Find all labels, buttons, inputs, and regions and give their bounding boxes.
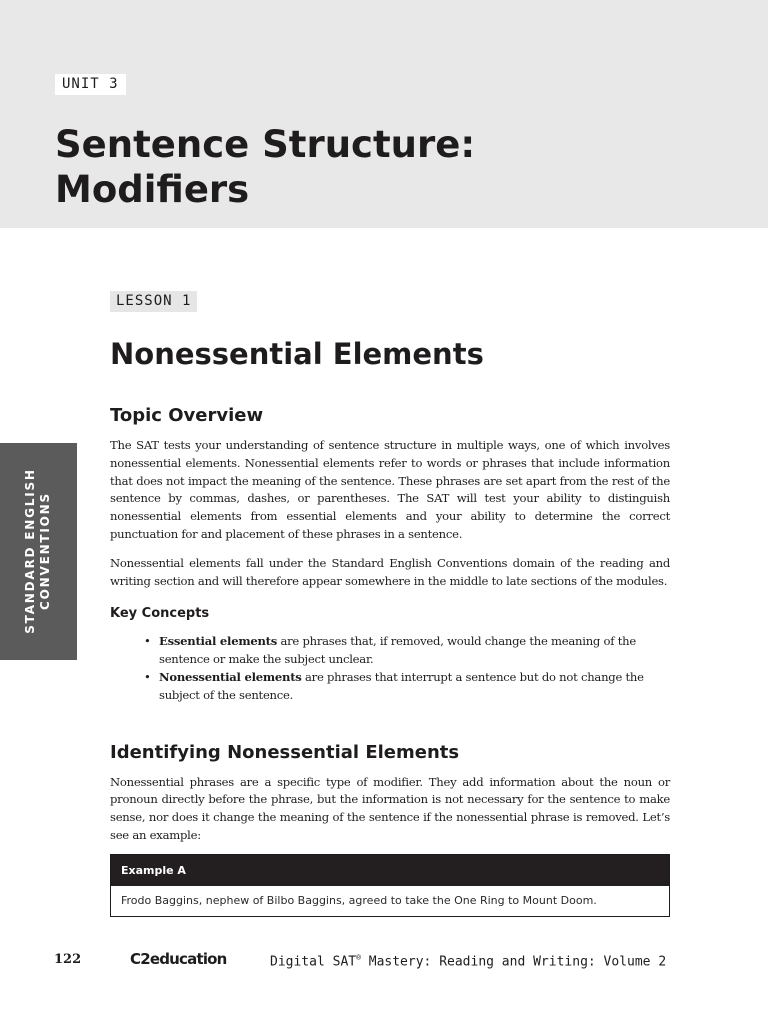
section-side-tab-label xyxy=(23,451,53,651)
lesson-content xyxy=(110,290,670,845)
identifying-heading: Identifying Nonessential Elements xyxy=(110,741,460,763)
unit-label: UNIT 3 xyxy=(55,74,126,95)
example-text: Frodo Baggins, nephew of Bilbo Baggins, agreed to take the One Ring to Mount Doom. xyxy=(121,894,597,907)
topic-overview-paragraph-1: The SAT tests your understanding of sentence structure in multiple ways, one of which involves nonessential elements. Nonessential elements refer to words or phrases that include information that does not impact the meaning of the sentence. These phrases are set apart from the rest of the sentence by commas, dashes, or parentheses. The SAT will test your ability to distinguish nonessential elements from essential elements and your ability to determine the correct punctuation for and placement of these phrases in a sentence. xyxy=(110,438,670,541)
concept-term: Essential elements xyxy=(159,634,278,649)
book-title-main: Digital SAT xyxy=(270,954,357,970)
header-band xyxy=(0,0,768,228)
lesson-title: Nonessential Elements xyxy=(110,337,484,371)
list-item xyxy=(144,669,670,705)
section-side-tab xyxy=(0,443,77,660)
concept-text: are phrases that interrupt a sentence but do not change the subject of the sentence. xyxy=(159,669,644,702)
topic-overview-heading: Topic Overview xyxy=(110,405,264,426)
key-concepts-list xyxy=(110,633,670,704)
book-title-subtitle: Mastery: Reading and Writing: Volume 2 xyxy=(360,954,667,970)
unit-title-line2: Modifiers xyxy=(55,168,250,211)
example-label: Example A xyxy=(111,855,669,886)
example-box xyxy=(110,854,670,917)
bullet-icon: • xyxy=(144,669,151,684)
unit-title xyxy=(55,122,475,212)
registered-mark: ® xyxy=(356,953,361,962)
identifying-paragraph: Nonessential phrases are a specific type of modifier. They add information about the noun or pronoun directly before the phrase, but the information is not necessary for the sentence to make sense, nor does it change the meaning of the sentence if the nonessential phrase is removed. Let’s see an example: xyxy=(110,774,670,842)
book-title xyxy=(270,953,666,969)
concept-term: Nonessential elements xyxy=(159,669,302,684)
page-number: 122 xyxy=(54,952,82,967)
concept-text: are phrases that, if removed, would change the meaning of the sentence or make the subject unclear. xyxy=(159,634,636,667)
unit-title-line1: Sentence Structure: xyxy=(55,123,476,166)
side-tab-line2: CONVENTIONS xyxy=(38,492,52,610)
lesson-label: LESSON 1 xyxy=(110,291,197,312)
key-concepts-heading: Key Concepts xyxy=(110,606,210,622)
side-tab-line1: STANDARD ENGLISH xyxy=(23,468,37,634)
topic-overview-paragraph-2: Nonessential elements fall under the Standard English Conventions domain of the reading and writing section and will therefore appear somewhere in the middle to late sections of the modules. xyxy=(110,555,670,588)
bullet-icon: • xyxy=(144,634,151,649)
list-item xyxy=(144,633,670,669)
c2education-logo: C2education xyxy=(130,950,227,968)
